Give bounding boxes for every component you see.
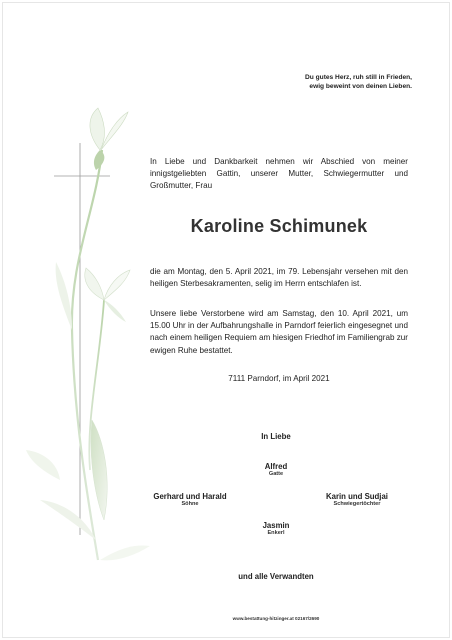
deceased-name: Karoline Schimunek [190, 216, 368, 236]
place-date: 7111 Parndorf, im April 2021 [228, 374, 330, 383]
mourner-spouse [140, 462, 412, 477]
death-notice-paragraph: die am Montag, den 5. April 2021, im 79. Lebensjahr versehen mit den heiligen Sterbesakramenten, selig im Herrn entschlafen ist. [150, 267, 408, 289]
motto-line-2: ewig beweint von deinen Lieben. [309, 83, 412, 90]
mourner-relation: Schwiegertöchter [333, 501, 381, 507]
mourner-daughters-in-law [296, 492, 418, 507]
mourners-heading: In Liebe [261, 432, 291, 441]
mourner-name: Alfred [264, 462, 288, 471]
mourner-name: Jasmin [262, 521, 290, 530]
mourner-name: Karin und Sudjai [326, 492, 388, 501]
mourner-relation: Söhne [181, 501, 199, 507]
motto-verse [305, 73, 412, 91]
mourner-relation: Enkerl [267, 530, 285, 536]
mourner-grandchild [140, 521, 412, 536]
mourners-closing: und alle Verwandten [238, 572, 314, 581]
funeral-details-paragraph: Unsere liebe Verstorbene wird am Samstag, den 10. April 2021, um 15.00 Uhr in der Aufbahrungshalle in Parndorf feierlich eingesegnet und nach einem heiligen Requiem am hiesigen Friedhof im Familiengrab zur ewigen Ruhe bestattet. [150, 309, 408, 355]
funeral-home-footer: www.bestattung-hitzinger.at 02167/2690 [232, 616, 320, 621]
motto-line-1: Du gutes Herz, ruh still in Frieden, [305, 74, 412, 81]
mourner-name: Gerhard und Harald [153, 492, 227, 501]
mourner-sons [130, 492, 250, 507]
intro-paragraph: In Liebe und Dankbarkeit nehmen wir Abschied von meiner innigstgeliebten Gattin, unserer Mutter, Schwiegermutter und Großmutter, Frau [150, 157, 408, 191]
mourner-relation: Gatte [268, 471, 284, 477]
